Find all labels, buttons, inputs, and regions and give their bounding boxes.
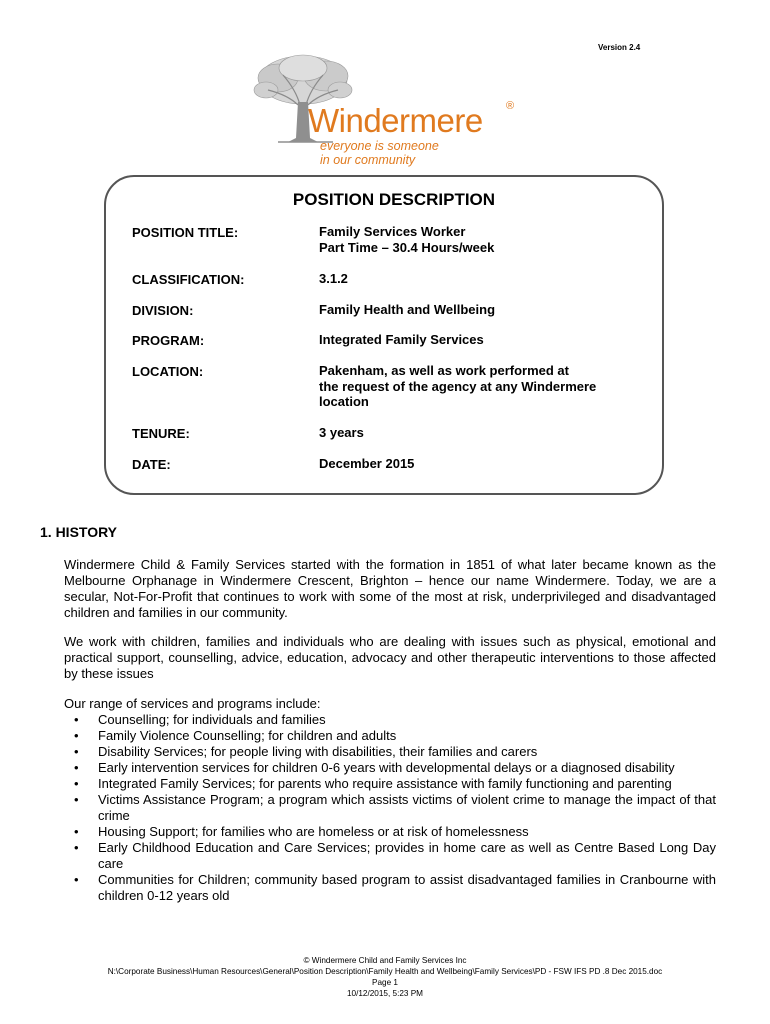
list-item: • Victims Assistance Program; a program which assists victims of violent crime to manage the impact of that crime (64, 792, 716, 824)
list-item: • Counselling; for individuals and families (64, 712, 716, 728)
location-line-3: location (319, 394, 369, 409)
list-item: • Disability Services; for people living with disabilities, their families and carers (64, 744, 716, 760)
program-label: PROGRAM: (132, 333, 205, 348)
position-title-value (319, 224, 494, 255)
division-value: Family Health and Wellbeing (319, 302, 496, 317)
windermere-logo (248, 50, 515, 170)
history-paragraph-1: Windermere Child & Family Services started with the formation in 1851 of what later became known as the Melbourne Orphanage in Windermere Crescent, Brighton – hence our name Windermere. Today, we are a secular, Not-For-Profit that continues to work with some of the most at risk, underprivileged and disadvantaged children and families in our community. (64, 557, 716, 620)
logo-wordmark: Windermere (308, 102, 483, 139)
list-item: • Family Violence Counselling; for children and adults (64, 728, 716, 744)
history-paragraph-2: We work with children, families and individuals who are dealing with issues such as physical, emotional and practical support, counselling, advice, education, advocacy and other therapeutic interventions to those affected by these issues (64, 634, 716, 681)
logo-tagline-line-2: in our community (320, 153, 416, 167)
list-item: • Communities for Children; community based program to assist disadvantaged families in Cranbourne with children 0-12 years old (64, 872, 716, 904)
page-title: POSITION DESCRIPTION (292, 190, 496, 209)
location-line-2: the request of the agency at any Windermere (319, 378, 597, 394)
list-item: • Housing Support; for families who are homeless or at risk of homelessness (64, 824, 716, 840)
position-hours-line: Part Time – 30.4 Hours/week (319, 239, 495, 255)
list-item: • Early Childhood Education and Care Services; provides in home care as well as Centre Based Long Day care (64, 840, 716, 872)
list-item: • Integrated Family Services; for parents who require assistance with family functioning and parenting (64, 776, 716, 792)
classification-value: 3.1.2 (319, 271, 348, 286)
location-line-1: Pakenham, as well as work performed at (319, 363, 569, 378)
services-list (64, 712, 716, 904)
footer-file-path: N:\Corporate Business\Human Resources\General\Position Description\Family Health and Wellbeing\Family Services\PD - FSW IFS PD .8 Dec 2015.doc (107, 967, 663, 976)
location-label: LOCATION: (132, 364, 204, 379)
classification-label: CLASSIFICATION: (132, 272, 245, 287)
footer-copyright: © Windermere Child and Family Services Inc (303, 956, 467, 965)
date-value: December 2015 (319, 456, 415, 471)
program-value: Integrated Family Services (319, 332, 484, 347)
footer-page-number: Page 1 (372, 978, 398, 987)
position-title-label: POSITION TITLE: (132, 225, 239, 240)
services-intro: Our range of services and programs include: (64, 696, 321, 711)
tenure-label: TENURE: (132, 426, 190, 441)
tenure-value: 3 years (319, 425, 364, 440)
position-title-line: Family Services Worker (319, 224, 466, 239)
list-item: • Early intervention services for children 0-6 years with developmental delays or a diagnosed disability (64, 760, 716, 776)
location-value (319, 363, 596, 410)
registered-mark: ® (506, 100, 515, 112)
date-label: DATE: (132, 457, 171, 472)
footer-timestamp: 10/12/2015, 5:23 PM (346, 989, 424, 998)
division-label: DIVISION: (132, 303, 194, 318)
version-label: Version 2.4 (598, 43, 641, 52)
logo-tagline-line-1: everyone is someone (320, 139, 439, 153)
history-heading: 1. HISTORY (40, 524, 118, 540)
